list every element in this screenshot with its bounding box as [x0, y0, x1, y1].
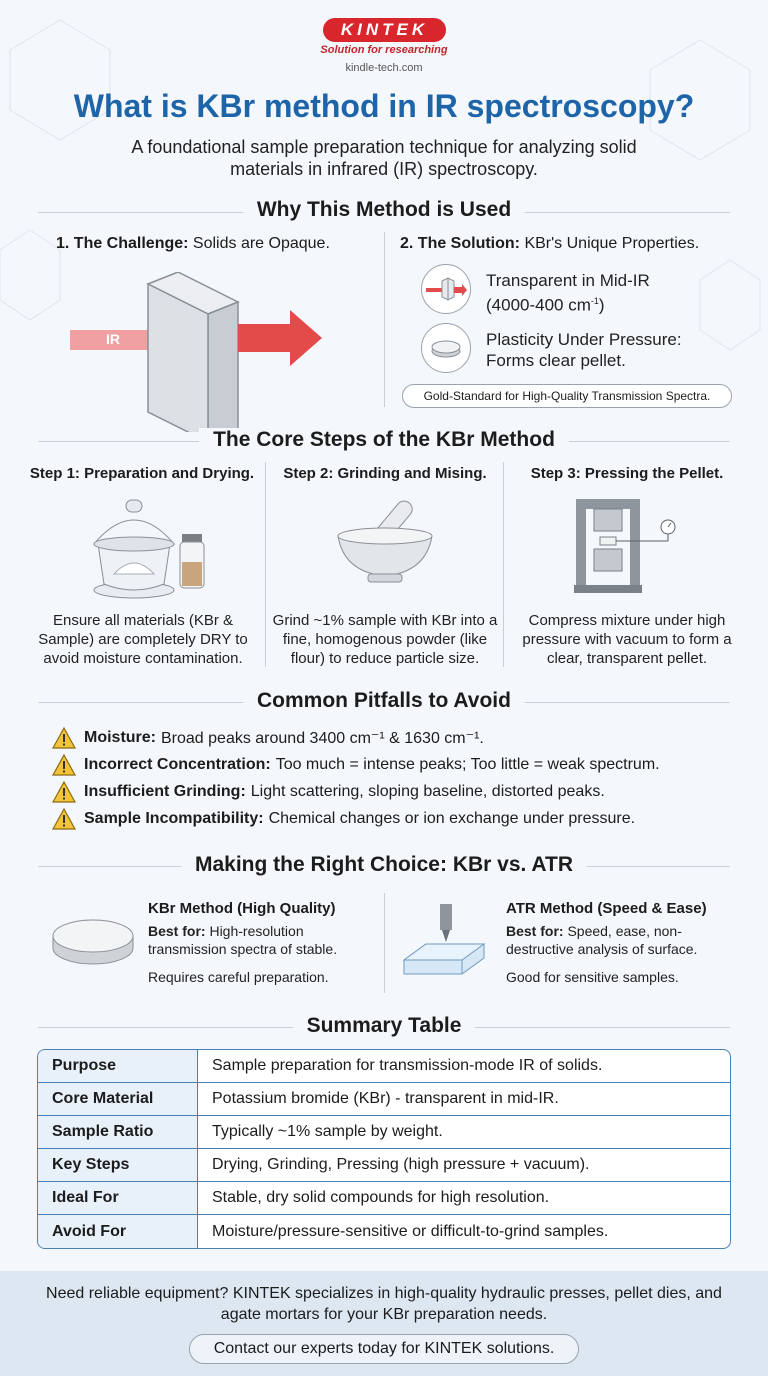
step-3-title: Step 3: Pressing the Pellet.: [530, 465, 724, 482]
summary-table: [37, 1049, 731, 1249]
hydraulic-press-icon: [572, 495, 692, 595]
vertical-divider: [384, 893, 385, 993]
row-key: Ideal For: [38, 1182, 198, 1215]
contact-experts-button[interactable]: Contact our experts today for KINTEK solutions.: [189, 1334, 579, 1364]
page-subtitle: A foundational sample preparation technique for analyzing solid materials in infrared (IR) spectroscopy.: [131, 137, 637, 179]
pitfalls-list: [52, 724, 742, 832]
pellet-icon: [421, 323, 471, 373]
step-3-text: Compress mixture under high pressure with vacuum to form a clear, transparent pellet.: [522, 612, 732, 667]
row-value: Moisture/pressure-sensitive or difficult-to-grind samples.: [212, 1222, 609, 1240]
kintek-logo: KINTEK: [323, 18, 446, 42]
logo-tagline: Solution for researching: [320, 44, 448, 56]
step-1-title: Step 1: Preparation and Drying.: [29, 465, 255, 482]
property-plasticity: Plasticity Under Pressure: Forms clear pellet.: [486, 330, 682, 370]
site-url[interactable]: kindle-tech.com: [345, 62, 423, 74]
kbr-method-title: KBr Method (High Quality): [148, 900, 336, 917]
atr-note: Good for sensitive samples.: [506, 969, 679, 985]
pitfall-item: Sample Incompatibility: Chemical changes or ion exchange under pressure.: [52, 805, 742, 832]
atr-crystal-icon: [400, 900, 490, 980]
row-value: Stable, dry solid compounds for high resolution.: [198, 1182, 730, 1215]
pitfall-item: Insufficient Grinding: Light scattering, sloping baseline, distorted peaks.: [52, 778, 742, 805]
warning-icon: [52, 754, 76, 776]
vertical-divider: [384, 232, 385, 407]
footer-text: Need reliable equipment? KINTEK specializes in high-quality hydraulic presses, pellet dies, and agate mortars for your KBr preparation needs.: [46, 1285, 722, 1323]
step-2-title: Step 2: Grinding and Mising.: [283, 465, 487, 482]
warning-icon: [52, 808, 76, 830]
step-1-text: Ensure all materials (KBr & Sample) are completely DRY to avoid moisture contamination.: [38, 612, 248, 667]
table-row: [38, 1215, 730, 1248]
kbr-note: Requires careful preparation.: [148, 969, 329, 985]
row-key: Key Steps: [38, 1149, 198, 1182]
atr-method-title: ATR Method (Speed & Ease): [506, 900, 707, 917]
pitfalls-section-title: Common Pitfalls to Avoid: [243, 689, 525, 712]
desiccator-icon: [86, 492, 216, 602]
table-row: [38, 1182, 730, 1215]
opaque-solid-illustration: [70, 272, 330, 432]
choice-section-title: Making the Right Choice: KBr vs. ATR: [181, 853, 587, 876]
row-key: Purpose: [38, 1050, 198, 1083]
table-row: [38, 1050, 730, 1083]
solution-heading: 2. The Solution: KBr's Unique Properties.: [400, 235, 700, 252]
table-row: [38, 1116, 730, 1149]
why-section-title: Why This Method is Used: [243, 198, 525, 221]
gold-standard-badge: Gold-Standard for High-Quality Transmission Spectra.: [402, 384, 732, 408]
property-transparent: Transparent in Mid-IR (4000-400 $cm^{-1}$): [486, 271, 650, 315]
ir-label: IR: [106, 331, 120, 347]
step-2-text: Grind ~1% sample with KBr into a fine, homogenous powder (like flour) to reduce particle size.: [272, 612, 498, 667]
pitfall-item: Moisture: Broad peaks around 3400 cm⁻¹ & 1630 cm⁻¹.: [52, 724, 742, 751]
transparent-crystal-icon: [421, 264, 471, 314]
row-key: Avoid For: [38, 1215, 198, 1248]
row-key: Core Material: [38, 1083, 198, 1116]
atr-method-block: [506, 900, 736, 987]
warning-icon: [52, 781, 76, 803]
table-row: [38, 1083, 730, 1116]
vertical-divider: [265, 462, 266, 667]
kbr-pellet-icon: [48, 912, 138, 972]
kbr-method-block: [148, 900, 376, 987]
challenge-heading: 1. The Challenge: Solids are Opaque.: [56, 235, 330, 252]
mortar-pestle-icon: [330, 492, 440, 592]
atr-best-for: Best for: Speed, ease, non-destructive analysis of surface.: [506, 923, 698, 957]
steps-section-title: The Core Steps of the KBr Method: [199, 428, 569, 451]
pitfall-item: Incorrect Concentration: Too much = intense peaks; Too little = weak spectrum.: [52, 751, 742, 778]
table-row: [38, 1149, 730, 1182]
row-value: Sample preparation for transmission-mode IR of solids.: [198, 1050, 730, 1083]
row-value: Typically ~1% sample by weight.: [198, 1116, 730, 1149]
row-value: Drying, Grinding, Pressing (high pressure + vacuum).: [198, 1149, 730, 1182]
vertical-divider: [503, 462, 504, 667]
row-value: Potassium bromide (KBr) - transparent in mid-IR.: [198, 1083, 730, 1116]
page-title: What is KBr method in IR spectroscopy?: [73, 88, 695, 124]
kbr-best-for: Best for: High-resolution transmission spectra of stable.: [148, 923, 338, 957]
warning-icon: [52, 727, 76, 749]
summary-section-title: Summary Table: [293, 1014, 476, 1037]
row-key: Sample Ratio: [38, 1116, 198, 1149]
